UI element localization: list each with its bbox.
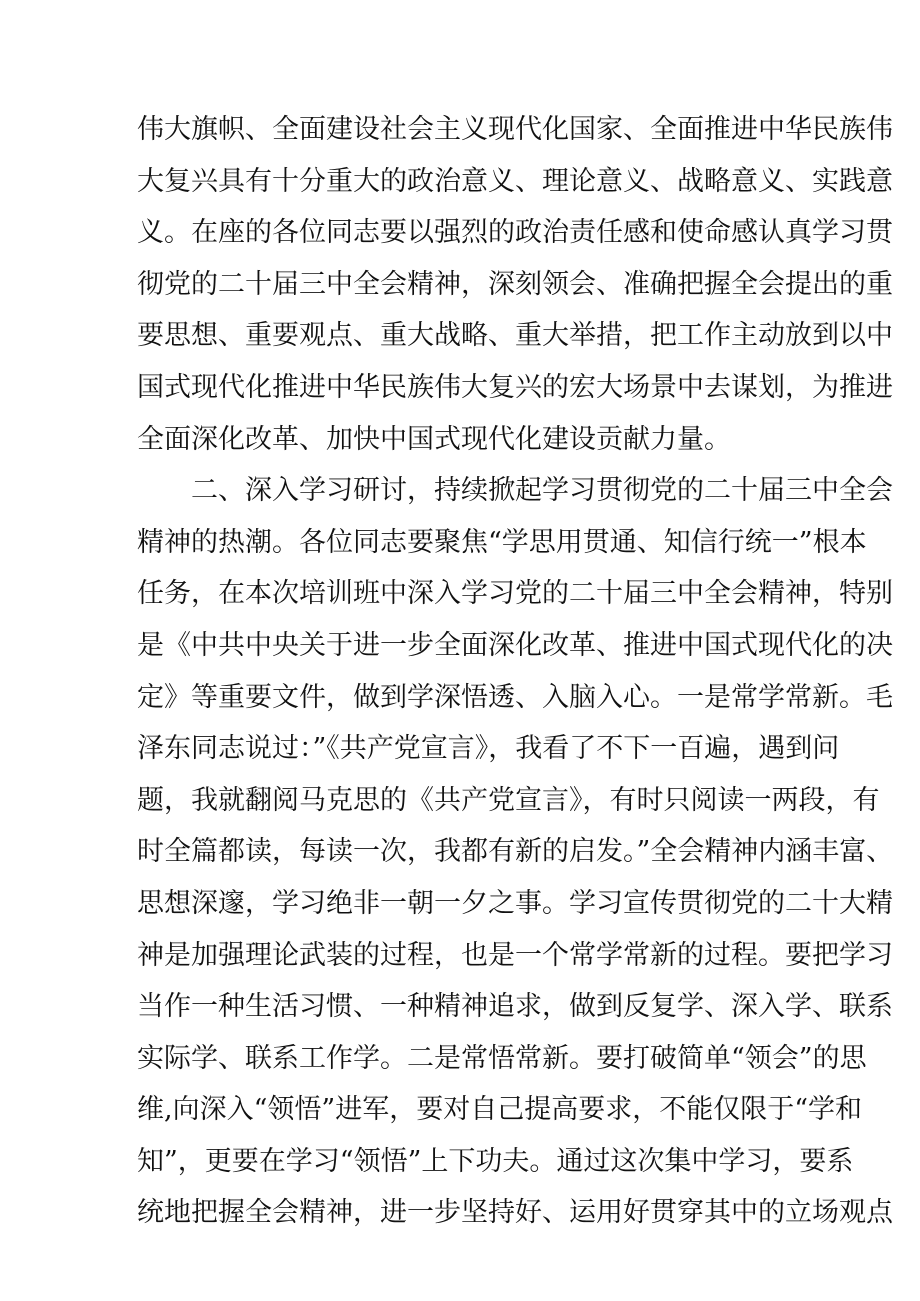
text-line: 泽东同志说过：”《共产党宣言》，我看了不下一百遍，遇到问 bbox=[137, 733, 840, 765]
body-text bbox=[137, 104, 894, 1239]
text-line: 当作一种生活习惯、一种精神追求，做到反复学、深入学、联系 bbox=[137, 991, 893, 1023]
text-line: 任务，在本次培训班中深入学习党的二十届三中全会精神，特别 bbox=[137, 578, 893, 610]
text-line: 题，我就翻阅马克思的《共产党宣言》，有时只阅读一两段，有 bbox=[137, 784, 880, 816]
text-line: 精神的热潮。各位同志要聚焦“学思用贯通、知信行统一”根本 bbox=[137, 526, 867, 558]
text-line: 是《中共中央关于进一步全面深化改革、推进中国式现代化的决 bbox=[137, 629, 893, 661]
text-line: 大复兴具有十分重大的政治意义、理论意义、战略意义、实践意 bbox=[137, 165, 893, 197]
text-line: 义。在座的各位同志要以强烈的政治责任感和使命感认真学习贯 bbox=[137, 217, 893, 249]
text-line: 神是加强理论武装的过程，也是一个常学常新的过程。要把学习 bbox=[137, 939, 893, 971]
text-line: 要思想、重要观点、重大战略、重大举措，把工作主动放到以中 bbox=[137, 320, 893, 352]
text-line: 全面深化改革、加快中国式现代化建设贡献力量。 bbox=[137, 423, 731, 455]
text-line: 时全篇都读，每读一次，我都有新的启发。”全会精神内涵丰富、 bbox=[137, 836, 894, 868]
text-line: 伟大旗帜、全面建设社会主义现代化国家、全面推进中华民族伟 bbox=[137, 114, 893, 145]
text-line: 彻党的二十届三中全会精神，深刻领会、准确把握全会提出的重 bbox=[137, 268, 893, 300]
text-line: 知”，更要在学习“领悟”上下功夫。通过这次集中学习，要系 bbox=[137, 1145, 854, 1177]
text-line: 定》等重要文件，做到学深悟透、入脑入心。一是常学常新。毛 bbox=[137, 681, 893, 713]
text-line: 国式现代化推进中华民族伟大复兴的宏大场景中去谋划，为推进 bbox=[137, 371, 893, 403]
text-line: 实际学、联系工作学。二是常悟常新。要打破简单“领会”的思 bbox=[137, 1042, 867, 1074]
section-heading-line: 二、深入学习研讨，持续掀起学习贯彻党的二十届三中全会 bbox=[191, 475, 893, 507]
text-line: 思想深邃，学习绝非一朝一夕之事。学习宣传贯彻党的二十大精 bbox=[137, 887, 893, 919]
text-line: 统地把握全会精神，进一步坚持好、运用好贯穿其中的立场观点 bbox=[137, 1197, 893, 1229]
text-line: 维,向深入“领悟”进军，要对自己提高要求，不能仅限于“学和 bbox=[137, 1094, 862, 1126]
